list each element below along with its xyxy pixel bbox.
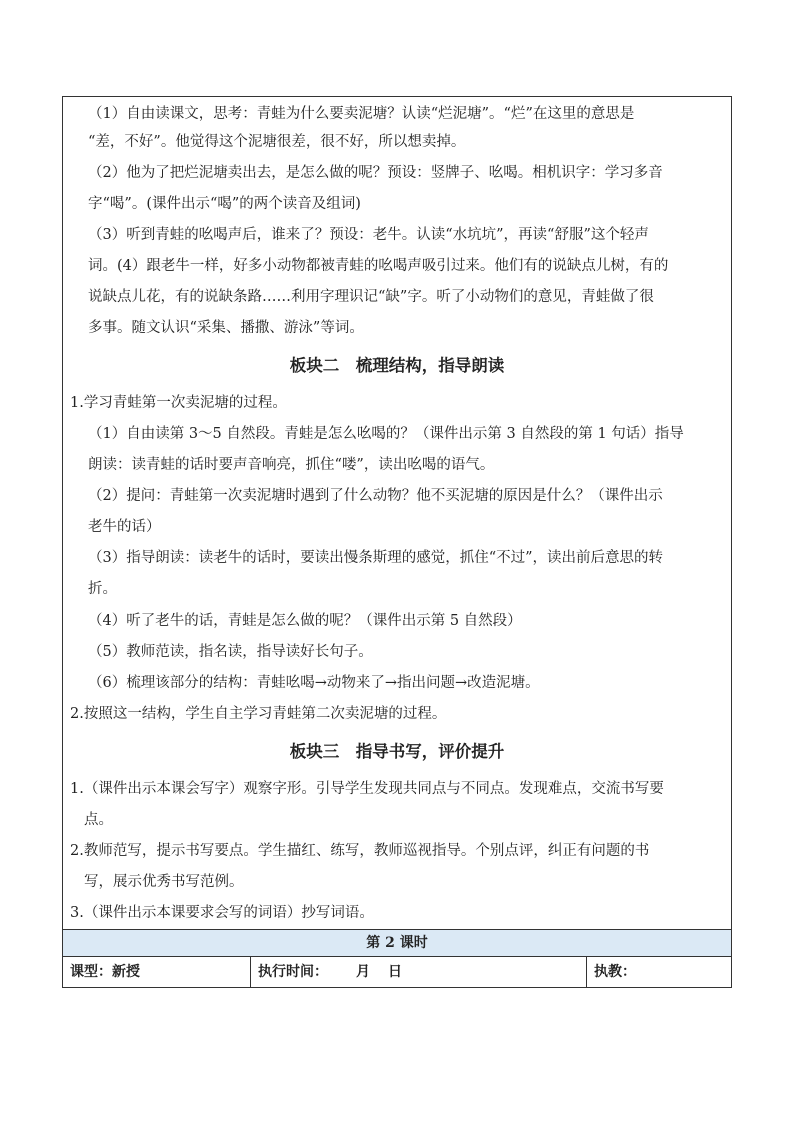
- paragraph-line: （6）梳理该部分的结构：青蛙吆喝→动物来了→指出问题→改造泥塘。: [88, 675, 540, 691]
- lesson-meta-row: [63, 957, 731, 987]
- paragraph-line: （1）自由读第 3～5 自然段。青蛙是怎么吆喝的？（课件出示第 3 自然段的第 1 句话）指导: [88, 426, 684, 442]
- paragraph-line: （4）听了老牛的话，青蛙是怎么做的呢？（课件出示第 5 自然段）: [88, 613, 522, 629]
- lesson-type-cell: [63, 957, 251, 987]
- paragraph-line: （1）自由读课文，思考：青蛙为什么要卖泥塘？认读“烂泥塘”。“烂”在这里的意思是: [88, 106, 635, 122]
- session-title-row: [63, 929, 731, 957]
- paragraph-line: 折。: [88, 581, 117, 597]
- paragraph-line: 2.教师范写，提示书写要点。学生描红、练写，教师巡视指导。个别点评，纠正有问题的书: [70, 843, 650, 859]
- section-heading: 板块二 梳理结构，指导朗读: [289, 356, 505, 375]
- session-title: 第 2 课时: [366, 935, 428, 951]
- teacher-cell: [587, 957, 731, 987]
- paragraph-line: 写，展示优秀书写范例。: [84, 874, 244, 890]
- paragraph-line: （5）教师范读，指名读，指导读好长句子。: [88, 644, 373, 660]
- paragraph-line: 1.（课件出示本课会写字）观察字形。引导学生发现共同点与不同点。发现难点，交流书写要: [70, 781, 664, 797]
- execution-time-cell: [251, 957, 587, 987]
- paragraph-line: 点。: [84, 812, 113, 828]
- paragraph-line: 老牛的话）: [88, 519, 161, 535]
- paragraph-line: “差，不好”。他觉得这个泥塘很差，很不好，所以想卖掉。: [88, 134, 466, 150]
- paragraph-line: 1.学习青蛙第一次卖泥塘的过程。: [70, 395, 287, 411]
- paragraph-line: （2）他为了把烂泥塘卖出去，是怎么做的呢？预设：竖牌子、吆喝。相机识字：学习多音: [88, 165, 663, 181]
- paragraph-line: 说缺点儿花，有的说缺条路……利用字理识记“缺”字。听了小动物们的意见，青蛙做了很: [88, 289, 654, 305]
- paragraph-line: 朗读：读青蛙的话时要声音响亮，抓住“喽”，读出吆喝的语气。: [88, 457, 495, 473]
- paragraph-line: 2.按照这一结构，学生自主学习青蛙第二次卖泥塘的过程。: [70, 706, 447, 722]
- paragraph-line: 词。(4）跟老牛一样，好多小动物都被青蛙的吆喝声吸引过来。他们有的说缺点儿树，有的: [88, 258, 669, 274]
- month-label: 月: [356, 964, 370, 980]
- lesson-content-cell: [63, 97, 731, 929]
- paragraph-line: 3.（课件出示本课要求会写的词语）抄写词语。: [70, 905, 374, 921]
- section-heading: 板块三 指导书写，评价提升: [289, 742, 505, 761]
- execution-time-label: 执行时间：: [258, 964, 328, 980]
- paragraph-line: （3）听到青蛙的吆喝声后，谁来了？预设：老牛。认读“水坑坑”，再读“舒服”这个轻声: [88, 227, 649, 243]
- lesson-plan-table: [62, 96, 732, 988]
- paragraph-line: （2）提问：青蛙第一次卖泥塘时遇到了什么动物？他不买泥塘的原因是什么？（课件出示: [88, 488, 663, 504]
- lesson-type-label: 课型：新授: [70, 964, 140, 980]
- paragraph-line: 多事。随文认识“采集、播撒、游泳”等词。: [88, 320, 364, 336]
- day-label: 日: [388, 964, 402, 980]
- paragraph-line: 字“喝”。(课件出示“喝”的两个读音及组词): [88, 196, 361, 212]
- paragraph-line: （3）指导朗读：读老牛的话时，要读出慢条斯理的感觉，抓住“不过”，读出前后意思的转: [88, 550, 664, 566]
- teacher-label: 执教：: [594, 964, 636, 980]
